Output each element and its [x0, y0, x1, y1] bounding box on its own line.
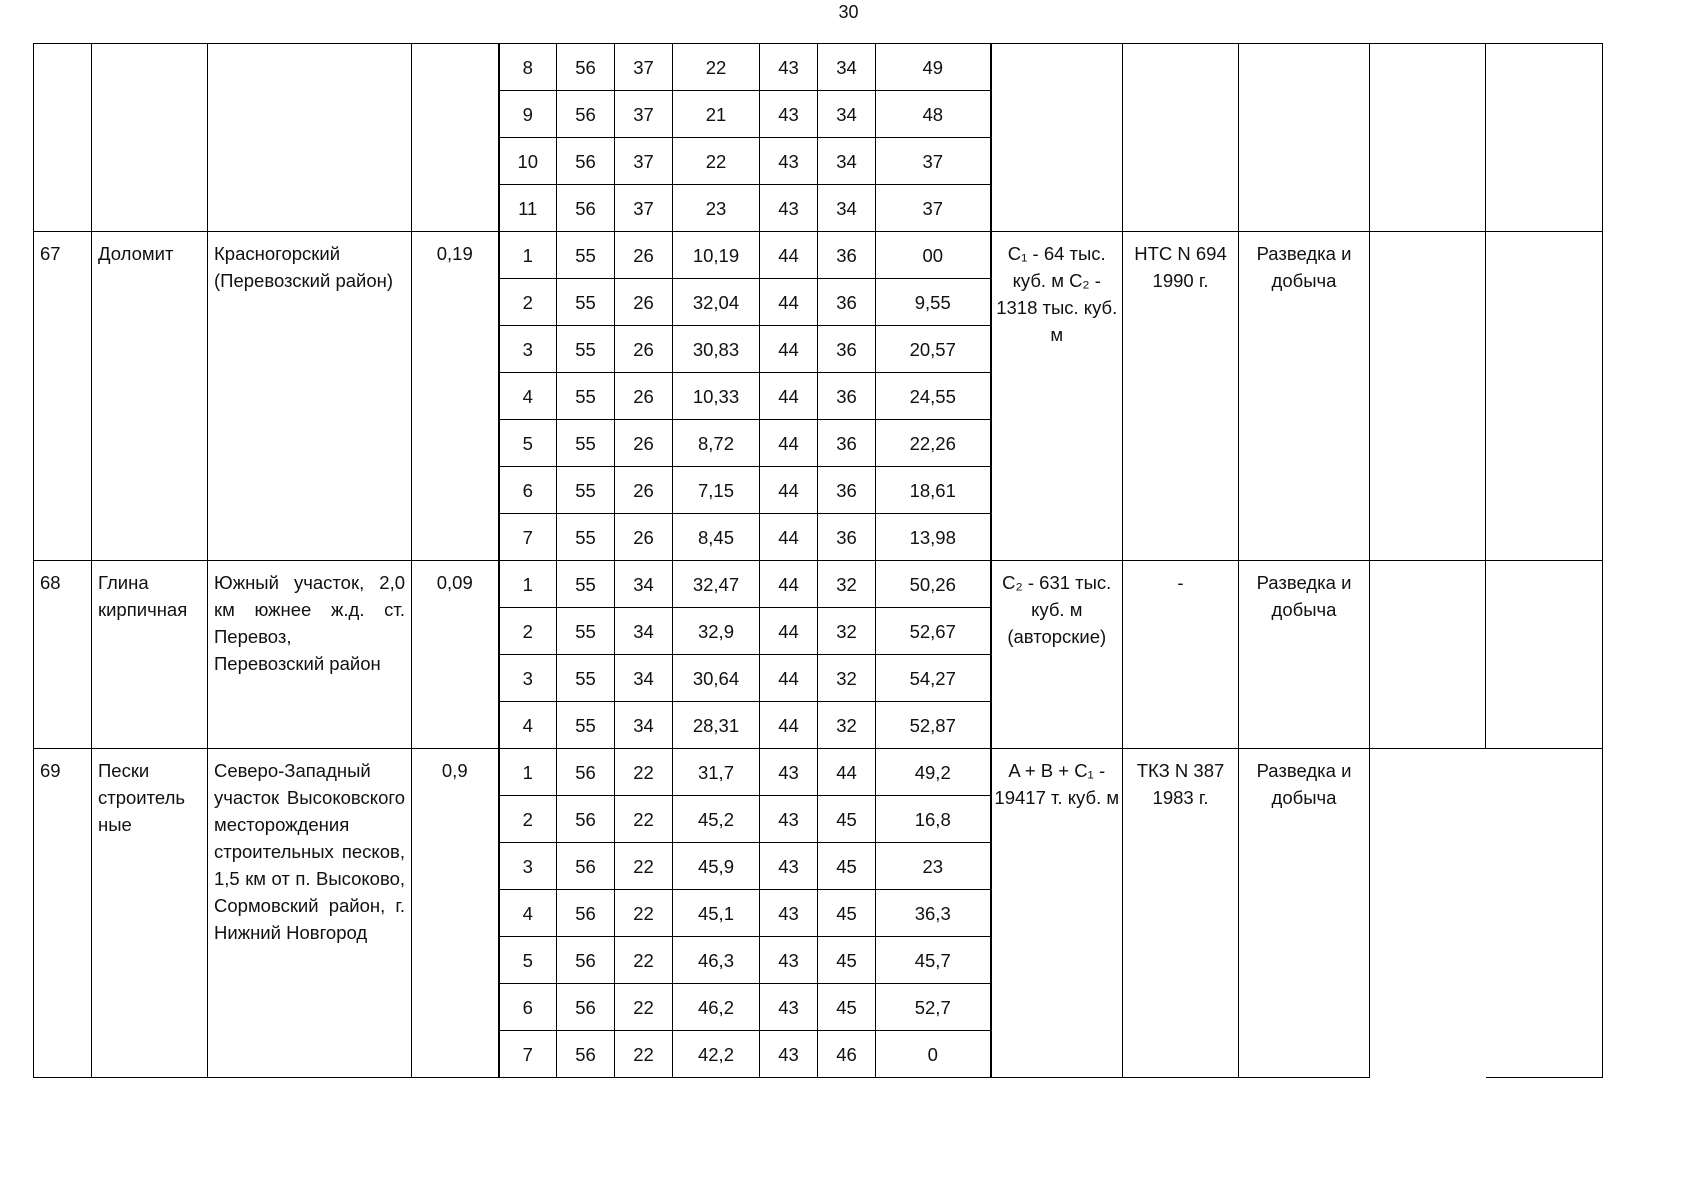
lat-sec-cell: 22 [673, 44, 760, 91]
lon-deg-cell: 43 [760, 796, 818, 843]
point-number-cell: 1 [499, 749, 557, 796]
lat-deg-cell: 55 [557, 420, 615, 467]
lat-deg-cell: 55 [557, 702, 615, 749]
lat-min-cell: 26 [615, 326, 673, 373]
lon-min-cell: 45 [818, 796, 876, 843]
lon-min-cell: 45 [818, 890, 876, 937]
point-number-cell: 3 [499, 655, 557, 702]
table-body [34, 44, 1603, 1078]
location-cell: Северо-Западный участок Высоковского месторождения строительных песков, 1,5 км от п. Высоково, Сормовский район, г. Нижний Новгород [208, 749, 412, 1078]
lat-min-cell: 22 [615, 843, 673, 890]
lon-deg-cell: 44 [760, 702, 818, 749]
lat-sec-cell: 7,15 [673, 467, 760, 514]
purpose-cell: Разведка и добыча [1239, 561, 1370, 749]
point-number-cell: 4 [499, 702, 557, 749]
lat-min-cell: 37 [615, 138, 673, 185]
approval-document-cell [1123, 44, 1239, 232]
lat-min-cell: 34 [615, 655, 673, 702]
lat-deg-cell: 56 [557, 91, 615, 138]
lat-deg-cell: 55 [557, 373, 615, 420]
lon-deg-cell: 43 [760, 138, 818, 185]
lat-sec-cell: 32,9 [673, 608, 760, 655]
lat-min-cell: 37 [615, 44, 673, 91]
point-number-cell: 10 [499, 138, 557, 185]
lon-deg-cell: 43 [760, 185, 818, 232]
point-number-cell: 4 [499, 890, 557, 937]
lon-sec-cell: 37 [876, 138, 991, 185]
lat-deg-cell: 55 [557, 279, 615, 326]
lon-sec-cell: 0 [876, 1031, 991, 1078]
empty-cell [1370, 232, 1486, 561]
lon-min-cell: 32 [818, 561, 876, 608]
lon-sec-cell: 37 [876, 185, 991, 232]
lon-min-cell: 45 [818, 984, 876, 1031]
lon-sec-cell: 52,7 [876, 984, 991, 1031]
point-number-cell: 1 [499, 232, 557, 279]
lon-min-cell: 34 [818, 44, 876, 91]
lon-sec-cell: 52,87 [876, 702, 991, 749]
lat-deg-cell: 56 [557, 185, 615, 232]
mineral-type-cell: Глина кирпичная [92, 561, 208, 749]
lat-min-cell: 22 [615, 1031, 673, 1078]
lat-deg-cell: 56 [557, 984, 615, 1031]
lon-min-cell: 36 [818, 420, 876, 467]
lat-sec-cell: 31,7 [673, 749, 760, 796]
lat-min-cell: 26 [615, 420, 673, 467]
lat-deg-cell: 56 [557, 44, 615, 91]
lon-deg-cell: 43 [760, 91, 818, 138]
point-number-cell: 11 [499, 185, 557, 232]
lat-min-cell: 37 [615, 91, 673, 138]
lat-min-cell: 22 [615, 890, 673, 937]
lat-min-cell: 26 [615, 467, 673, 514]
lon-sec-cell: 13,98 [876, 514, 991, 561]
deposit-number-cell: 69 [34, 749, 92, 1078]
point-number-cell: 1 [499, 561, 557, 608]
lon-min-cell: 36 [818, 232, 876, 279]
lon-sec-cell: 50,26 [876, 561, 991, 608]
lat-deg-cell: 55 [557, 561, 615, 608]
point-number-cell: 3 [499, 326, 557, 373]
area-cell: 0,9 [412, 749, 499, 1078]
point-number-cell: 2 [499, 279, 557, 326]
lon-deg-cell: 43 [760, 1031, 818, 1078]
lon-min-cell: 34 [818, 91, 876, 138]
lat-min-cell: 22 [615, 796, 673, 843]
lon-deg-cell: 43 [760, 44, 818, 91]
lat-deg-cell: 56 [557, 796, 615, 843]
lon-min-cell: 45 [818, 937, 876, 984]
lat-deg-cell: 55 [557, 608, 615, 655]
point-number-cell: 6 [499, 467, 557, 514]
lon-min-cell: 34 [818, 138, 876, 185]
lat-sec-cell: 32,47 [673, 561, 760, 608]
reserves-cell: A + B + C₁ - 19417 т. куб. м [991, 749, 1123, 1078]
lon-sec-cell: 49,2 [876, 749, 991, 796]
coordinate-row [34, 749, 1603, 796]
empty-cell [1486, 232, 1603, 561]
lon-deg-cell: 43 [760, 890, 818, 937]
lon-sec-cell: 24,55 [876, 373, 991, 420]
lat-min-cell: 34 [615, 561, 673, 608]
empty-cell [1370, 561, 1486, 749]
lon-sec-cell: 16,8 [876, 796, 991, 843]
lon-deg-cell: 44 [760, 373, 818, 420]
purpose-cell: Разведка и добыча [1239, 232, 1370, 561]
lon-min-cell: 46 [818, 1031, 876, 1078]
lat-min-cell: 26 [615, 279, 673, 326]
lat-deg-cell: 55 [557, 326, 615, 373]
lat-min-cell: 22 [615, 749, 673, 796]
lat-min-cell: 34 [615, 702, 673, 749]
lon-sec-cell: 20,57 [876, 326, 991, 373]
area-cell [412, 44, 499, 232]
lon-deg-cell: 44 [760, 467, 818, 514]
lon-min-cell: 36 [818, 373, 876, 420]
lon-sec-cell: 54,27 [876, 655, 991, 702]
coordinate-row [34, 44, 1603, 91]
lon-deg-cell: 44 [760, 514, 818, 561]
deposit-number-cell: 68 [34, 561, 92, 749]
point-number-cell: 2 [499, 796, 557, 843]
lon-deg-cell: 43 [760, 937, 818, 984]
point-number-cell: 7 [499, 514, 557, 561]
lon-deg-cell: 44 [760, 561, 818, 608]
lat-sec-cell: 8,72 [673, 420, 760, 467]
lon-deg-cell: 44 [760, 279, 818, 326]
point-number-cell: 6 [499, 984, 557, 1031]
lon-min-cell: 44 [818, 749, 876, 796]
lat-sec-cell: 8,45 [673, 514, 760, 561]
lat-min-cell: 37 [615, 185, 673, 232]
lat-sec-cell: 23 [673, 185, 760, 232]
lat-sec-cell: 42,2 [673, 1031, 760, 1078]
lon-deg-cell: 44 [760, 420, 818, 467]
location-cell: Красногорский (Перевозский район) [208, 232, 412, 561]
lat-sec-cell: 10,19 [673, 232, 760, 279]
lon-deg-cell: 44 [760, 655, 818, 702]
lat-min-cell: 26 [615, 373, 673, 420]
empty-cell [1370, 749, 1486, 1078]
reserves-cell [991, 44, 1123, 232]
lat-deg-cell: 56 [557, 937, 615, 984]
lat-sec-cell: 30,83 [673, 326, 760, 373]
point-number-cell: 2 [499, 608, 557, 655]
point-number-cell: 5 [499, 937, 557, 984]
lat-deg-cell: 56 [557, 138, 615, 185]
purpose-cell [1239, 44, 1370, 232]
lon-sec-cell: 9,55 [876, 279, 991, 326]
lat-deg-cell: 56 [557, 1031, 615, 1078]
lat-sec-cell: 45,9 [673, 843, 760, 890]
empty-cell [1370, 44, 1486, 232]
lon-sec-cell: 52,67 [876, 608, 991, 655]
point-number-cell: 8 [499, 44, 557, 91]
mineral-type-cell: Доломит [92, 232, 208, 561]
coordinate-row [34, 232, 1603, 279]
lon-deg-cell: 43 [760, 749, 818, 796]
lat-deg-cell: 55 [557, 514, 615, 561]
lat-sec-cell: 10,33 [673, 373, 760, 420]
point-number-cell: 3 [499, 843, 557, 890]
approval-document-cell: ТКЗ N 387 1983 г. [1123, 749, 1239, 1078]
lat-deg-cell: 56 [557, 843, 615, 890]
point-number-cell: 5 [499, 420, 557, 467]
lat-sec-cell: 28,31 [673, 702, 760, 749]
purpose-cell: Разведка и добыча [1239, 749, 1370, 1078]
lon-deg-cell: 44 [760, 232, 818, 279]
point-number-cell: 7 [499, 1031, 557, 1078]
lon-min-cell: 32 [818, 608, 876, 655]
empty-cell [1486, 749, 1603, 1078]
mineral-type-cell: Пески строитель ные [92, 749, 208, 1078]
lat-sec-cell: 45,2 [673, 796, 760, 843]
empty-cell [1486, 44, 1603, 232]
lon-min-cell: 45 [818, 843, 876, 890]
lon-sec-cell: 00 [876, 232, 991, 279]
lon-deg-cell: 43 [760, 843, 818, 890]
page-number: 30 [838, 2, 859, 22]
lon-sec-cell: 49 [876, 44, 991, 91]
lat-sec-cell: 22 [673, 138, 760, 185]
lon-sec-cell: 45,7 [876, 937, 991, 984]
lon-sec-cell: 18,61 [876, 467, 991, 514]
lon-min-cell: 36 [818, 326, 876, 373]
location-cell [208, 44, 412, 232]
lat-min-cell: 34 [615, 608, 673, 655]
lon-deg-cell: 44 [760, 608, 818, 655]
lat-min-cell: 22 [615, 984, 673, 1031]
lon-min-cell: 32 [818, 702, 876, 749]
lat-sec-cell: 46,3 [673, 937, 760, 984]
location-cell: Южный участок, 2,0 км южнее ж.д. ст. Перевоз, Перевозский район [208, 561, 412, 749]
lon-min-cell: 36 [818, 467, 876, 514]
point-number-cell: 4 [499, 373, 557, 420]
lon-sec-cell: 22,26 [876, 420, 991, 467]
lat-min-cell: 26 [615, 514, 673, 561]
lon-deg-cell: 44 [760, 326, 818, 373]
lat-deg-cell: 56 [557, 749, 615, 796]
lon-sec-cell: 36,3 [876, 890, 991, 937]
coordinate-row [34, 561, 1603, 608]
lon-sec-cell: 48 [876, 91, 991, 138]
point-number-cell: 9 [499, 91, 557, 138]
lat-min-cell: 22 [615, 937, 673, 984]
lat-deg-cell: 56 [557, 890, 615, 937]
lat-min-cell: 26 [615, 232, 673, 279]
empty-cell [1486, 561, 1603, 749]
deposit-number-cell [34, 44, 92, 232]
lat-sec-cell: 45,1 [673, 890, 760, 937]
lat-deg-cell: 55 [557, 655, 615, 702]
lon-min-cell: 34 [818, 185, 876, 232]
deposit-number-cell: 67 [34, 232, 92, 561]
lat-deg-cell: 55 [557, 232, 615, 279]
lon-min-cell: 32 [818, 655, 876, 702]
lat-sec-cell: 32,04 [673, 279, 760, 326]
deposits-table [33, 43, 1603, 1078]
lon-min-cell: 36 [818, 514, 876, 561]
lon-sec-cell: 23 [876, 843, 991, 890]
approval-document-cell: НТС N 694 1990 г. [1123, 232, 1239, 561]
area-cell: 0,09 [412, 561, 499, 749]
approval-document-cell: - [1123, 561, 1239, 749]
reserves-cell: C₁ - 64 тыс. куб. м C₂ - 1318 тыс. куб. м [991, 232, 1123, 561]
lat-deg-cell: 55 [557, 467, 615, 514]
lon-deg-cell: 43 [760, 984, 818, 1031]
mineral-type-cell [92, 44, 208, 232]
lon-min-cell: 36 [818, 279, 876, 326]
lat-sec-cell: 46,2 [673, 984, 760, 1031]
reserves-cell: C₂ - 631 тыс. куб. м (авторские) [991, 561, 1123, 749]
area-cell: 0,19 [412, 232, 499, 561]
lat-sec-cell: 21 [673, 91, 760, 138]
lat-sec-cell: 30,64 [673, 655, 760, 702]
